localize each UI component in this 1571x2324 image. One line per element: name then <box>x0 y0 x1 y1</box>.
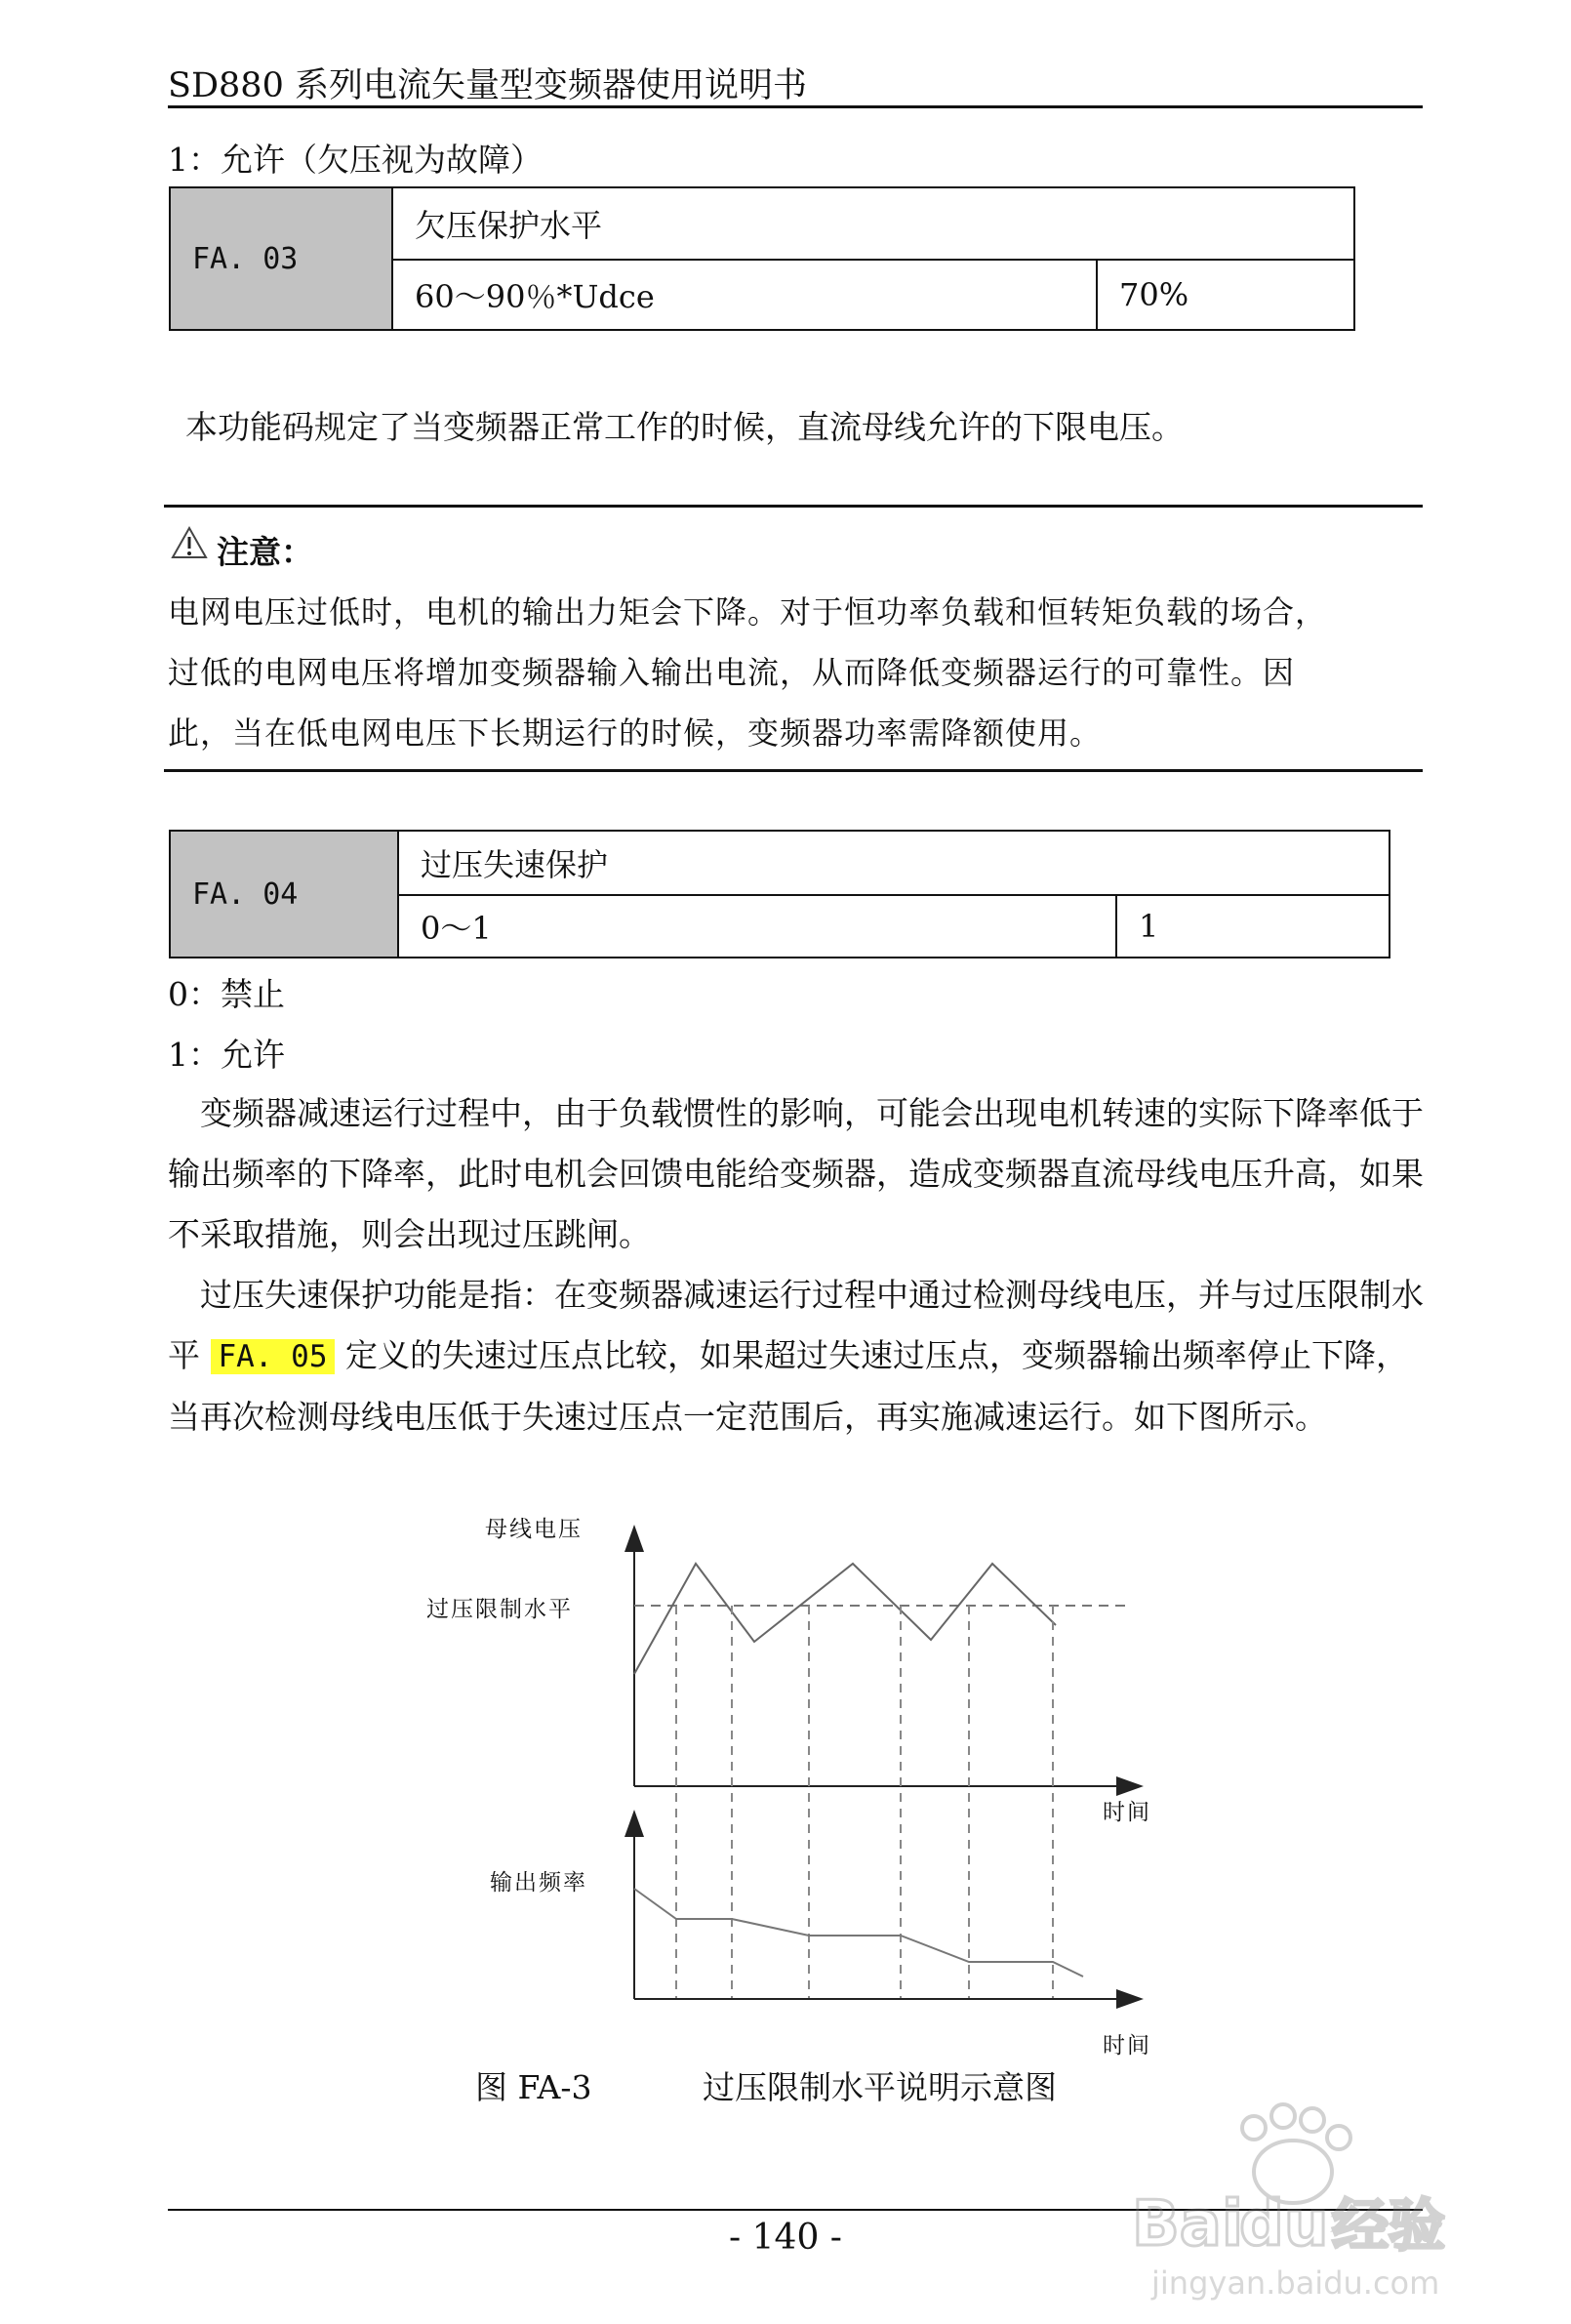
figure-caption-text: 过压限制水平说明示意图 <box>703 2068 1057 2106</box>
note-top-rule <box>164 505 1423 508</box>
bottom-time-axis-arrow <box>1116 1989 1144 2009</box>
bus-voltage-curve <box>634 1564 1056 1674</box>
fa03-option-line: 1：允许（欠压视为故障） <box>168 141 543 179</box>
note-title: 注意： <box>217 533 313 571</box>
svg-text:Bai: Bai <box>1132 2188 1243 2261</box>
figure-label-time-top: 时间 <box>1103 1800 1151 1825</box>
fa04-paragraph-1: 变频器减速运行过程中，由于负载惯性的影响，可能会出现电机转速的实际下降率低于输出频率的下降率，此时电机会回馈电能给变频器，造成变频器直流母线电压升高，如果不采取措施，则会出现过压跳闸。 <box>168 1094 1424 1253</box>
bottom-axes <box>624 1810 1144 2009</box>
figure-label-overvoltage-limit: 过压限制水平 <box>426 1597 573 1622</box>
fa03-code: FA. 03 <box>170 187 392 330</box>
fa04-option-1: 1：允许 <box>168 1036 285 1074</box>
figure-label-bus-voltage: 母线电压 <box>485 1517 583 1542</box>
page-number: - 140 - <box>729 2218 842 2258</box>
fa04-paragraph-2-start: 过压失速保护功能是指：在变频器减速运行过程中通过检测母线电压，并与过压限制水平 <box>168 1276 1424 1374</box>
figure-label-time-bottom: 时间 <box>1103 2033 1151 2059</box>
fa04-code: FA. 04 <box>170 831 398 958</box>
fa04-option-0: 0：禁止 <box>168 975 285 1013</box>
note-bottom-rule <box>164 769 1423 772</box>
fa03-param-table <box>169 186 1355 331</box>
output-frequency-axis-arrow <box>624 1810 644 1837</box>
fa04-explanation <box>168 1083 1436 1447</box>
figure-label-output-frequency: 输出频率 <box>490 1870 587 1896</box>
bus-voltage-axis-arrow <box>624 1525 644 1552</box>
fa04-name: 过压失速保护 <box>398 831 1390 895</box>
top-axes <box>624 1525 1144 1796</box>
baidu-jingyan-watermark <box>1122 2099 1512 2304</box>
figure-fa3-diagram <box>410 1503 1190 2069</box>
svg-text:jingyan.baidu.com: jingyan.baidu.com <box>1151 2264 1440 2302</box>
svg-text:du: du <box>1239 2188 1329 2261</box>
fa03-default: 70% <box>1097 260 1354 330</box>
warning-icon <box>170 525 209 560</box>
fa03-range: 60～90％*Udce <box>392 260 1097 330</box>
fa05-reference-highlight: FA. 05 <box>211 1339 336 1374</box>
fa04-range: 0～1 <box>398 895 1116 958</box>
note-line: 此，当在低电网电压下长期运行的时候，变频器功率需降额使用。 <box>168 714 1103 752</box>
fa03-name: 欠压保护水平 <box>392 187 1354 260</box>
fa03-description: 本功能码规定了当变频器正常工作的时候，直流母线允许的下限电压。 <box>185 408 1184 446</box>
time-marker-lines <box>676 1606 1053 1999</box>
fa04-paragraph-2-end: 定义的失速过压点比较，如果超过失速过压点，变频器输出频率停止下降，当再次检测母线电压低于失速过压点一定范围后，再实施减速运行。如下图所示。 <box>168 1336 1408 1436</box>
note-line: 电网电压过低时，电机的输出力矩会下降。对于恒功率负载和恒转矩负载的场合， <box>168 593 1328 631</box>
svg-text:经验: 经验 <box>1332 2192 1446 2259</box>
fa04-default: 1 <box>1116 895 1390 958</box>
header-rule <box>168 105 1423 108</box>
note-line: 过低的电网电压将增加变频器输入输出电流，从而降低变频器运行的可靠性。因 <box>168 654 1296 691</box>
fa04-paragraph-2 <box>168 1265 1436 1447</box>
output-frequency-curve <box>634 1889 1083 1977</box>
header-title: SD880 系列电流矢量型变频器使用说明书 <box>168 66 807 105</box>
note-body <box>168 582 1436 763</box>
figure-caption-number: 图 FA-3 <box>475 2068 592 2106</box>
fa04-param-table <box>169 830 1390 958</box>
top-time-axis-arrow <box>1116 1776 1144 1796</box>
